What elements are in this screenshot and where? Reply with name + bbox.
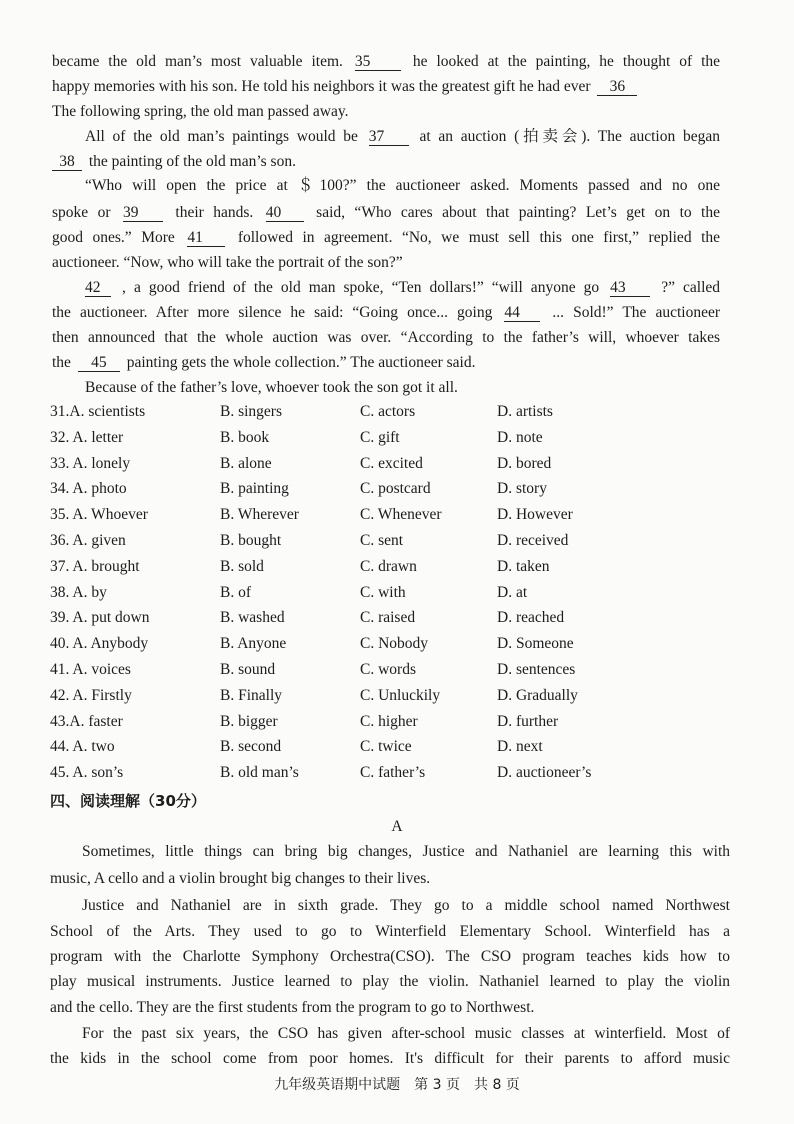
question-option-a: 40. A. Anybody: [50, 635, 149, 653]
question-option-a: 45. A. son’s: [50, 764, 124, 782]
text: followed in agreement. “No, we must sell this one first,” replied the: [237, 229, 721, 246]
question-option-b: B. second: [220, 738, 282, 756]
text: he looked at the painting, he thought of the: [412, 53, 721, 70]
question-option-d: D. taken: [497, 557, 550, 575]
blank-38: 38: [52, 154, 82, 171]
blank-40: 40: [266, 205, 304, 222]
text: spoke or: [52, 204, 111, 221]
blank-36: 36: [597, 79, 637, 96]
text: , a good friend of the old man spoke, “Ten dollars!” “will anyone go: [122, 279, 600, 296]
passage-line: [52, 77, 640, 97]
text: The following spring, the old man passed away.: [52, 103, 349, 120]
question-option-c: C. with: [360, 583, 406, 601]
question-option-c: C. excited: [360, 454, 423, 472]
question-option-b: B. painting: [220, 480, 289, 498]
question-option-d: D. story: [497, 480, 547, 498]
blank-37: 37: [369, 129, 409, 146]
question-option-c: C. Whenever: [360, 506, 442, 524]
reading-line: Justice and Nathaniel are in sixth grade. They go to a middle school named Northwest: [82, 897, 730, 914]
question-option-a: 43.A. faster: [50, 712, 123, 730]
passage-line: [52, 303, 720, 323]
question-option-b: B. of: [220, 583, 251, 601]
question-option-a: 37. A. brought: [50, 557, 140, 575]
reading-line: and the cello. They are the first students from the program to go to Northwest.: [50, 999, 535, 1016]
question-option-d: D. sentences: [497, 661, 576, 678]
question-option-b: B. Wherever: [220, 506, 299, 524]
question-option-b: B. bought: [220, 532, 282, 549]
passage-line: [85, 127, 720, 147]
question-option-c: C. words: [360, 661, 416, 678]
question-option-c: C. Unluckily: [360, 686, 441, 704]
text: painting gets the whole collection.” The auctioneer said.: [126, 354, 476, 371]
blank-44: 44: [504, 305, 540, 322]
page-footer: 九年级英语期中试题 第 3 页 共 8 页: [274, 1077, 520, 1093]
passage-line: [52, 52, 720, 72]
text: “Who will open the price at ＄100?” the auctioneer asked. Moments passed and no one: [85, 177, 720, 194]
reading-line: play musical instruments. Justice learned to play the violin. Nathaniel learned to play the violin: [50, 973, 730, 990]
question-option-d: D. However: [497, 506, 573, 524]
passage-line: [52, 253, 403, 273]
blank-43: 43: [610, 280, 650, 297]
blank-41: 41: [187, 230, 225, 247]
question-option-b: B. singers: [220, 403, 282, 420]
reading-line: School of the Arts. They used to go to Winterfield Elementary School. Winterfield has a: [50, 923, 730, 940]
question-option-a: 31.A. scientists: [50, 403, 146, 420]
question-option-a: 42. A. Firstly: [50, 686, 132, 704]
question-option-b: B. alone: [220, 454, 272, 472]
question-option-b: B. Anyone: [220, 635, 287, 653]
reading-line: the kids in the school come from poor homes. It's difficult for their parents to afford music: [50, 1050, 730, 1067]
question-option-d: D. Someone: [497, 635, 574, 653]
question-option-c: C. postcard: [360, 480, 431, 498]
question-option-c: C. father’s: [360, 764, 426, 782]
question-option-a: 33. A. lonely: [50, 454, 131, 472]
question-option-b: B. book: [220, 428, 270, 446]
question-option-d: D. further: [497, 712, 559, 730]
passage-line: [52, 328, 720, 348]
question-option-d: D. artists: [497, 403, 553, 420]
question-option-a: 36. A. given: [50, 532, 126, 549]
text: ... Sold!” The auctioneer: [552, 304, 720, 321]
question-option-c: C. Nobody: [360, 635, 429, 653]
text: their hands.: [175, 204, 254, 221]
reading-line: music, A cello and a violin brought big changes to their lives.: [50, 870, 431, 887]
question-option-c: C. drawn: [360, 557, 417, 575]
passage-line: [52, 102, 348, 122]
text: the: [52, 354, 71, 371]
question-option-c: C. gift: [360, 428, 400, 446]
blank-42: 42: [85, 280, 111, 297]
question-option-a: 34. A. photo: [50, 480, 127, 498]
passage-line: [52, 228, 720, 248]
passage-line: [52, 152, 296, 172]
question-option-d: D. received: [497, 532, 569, 549]
text: said, “Who cares about that painting? Let’s get on to the: [316, 204, 720, 221]
text: good ones.” More: [52, 229, 175, 246]
question-option-d: D. at: [497, 583, 528, 601]
passage-line: [52, 203, 720, 223]
text: then announced that the whole auction was over. “According to the father’s will, whoever takes: [52, 329, 720, 346]
reading-line: Sometimes, little things can bring big changes, Justice and Nathaniel are learning this with: [82, 843, 730, 860]
text: the painting of the old man’s son.: [88, 153, 296, 170]
text: auctioneer. “Now, who will take the portrait of the son?”: [52, 254, 403, 271]
section-heading: 四、阅读理解（30分）: [50, 792, 206, 810]
question-option-a: 44. A. two: [50, 738, 115, 756]
reading-line: program with the Charlotte Symphony Orchestra(CSO). The CSO program teaches kids how to: [50, 948, 730, 965]
question-option-b: B. old man’s: [220, 764, 299, 782]
text: happy memories with his son. He told his neighbors it was the greatest gift he had ever: [52, 78, 591, 95]
part-title: A: [391, 818, 403, 835]
text: became the old man’s most valuable item.: [52, 53, 343, 70]
reading-line: For the past six years, the CSO has given after-school music classes at winterfield. Most of: [82, 1025, 730, 1042]
question-option-d: D. note: [497, 428, 543, 446]
question-option-c: C. higher: [360, 712, 418, 730]
question-option-b: B. Finally: [220, 686, 283, 704]
blank-35: 35: [355, 54, 401, 71]
question-option-b: B. sound: [220, 661, 276, 678]
question-option-a: 38. A. by: [50, 583, 107, 601]
question-option-d: D. reached: [497, 609, 565, 627]
text: ?” called: [661, 279, 721, 296]
passage-line: [52, 353, 475, 373]
question-option-c: C. twice: [360, 738, 412, 756]
blank-39: 39: [123, 205, 163, 222]
question-option-d: D. auctioneer’s: [497, 764, 592, 782]
text: the auctioneer. After more silence he said: “Going once... going: [52, 304, 493, 321]
question-option-b: B. washed: [220, 609, 285, 627]
question-option-a: 35. A. Whoever: [50, 506, 148, 524]
question-option-b: B. sold: [220, 557, 264, 575]
question-option-d: D. next: [497, 738, 543, 756]
question-option-d: D. bored: [497, 454, 552, 472]
question-option-c: C. actors: [360, 403, 416, 420]
passage-line: [85, 176, 720, 196]
question-option-c: C. sent: [360, 532, 404, 549]
passage-line: [85, 278, 720, 298]
question-option-a: 32. A. letter: [50, 428, 124, 446]
question-option-d: D. Gradually: [497, 686, 578, 704]
blank-45: 45: [78, 355, 120, 372]
text: at an auction (拍卖会). The auction began: [419, 128, 720, 145]
question-option-b: B. bigger: [220, 712, 278, 730]
passage-line: [85, 378, 458, 398]
text: All of the old man’s paintings would be: [85, 128, 358, 145]
question-option-a: 39. A. put down: [50, 609, 150, 627]
text: Because of the father’s love, whoever took the son got it all.: [85, 379, 458, 396]
question-option-a: 41. A. voices: [50, 661, 131, 678]
question-option-c: C. raised: [360, 609, 416, 627]
